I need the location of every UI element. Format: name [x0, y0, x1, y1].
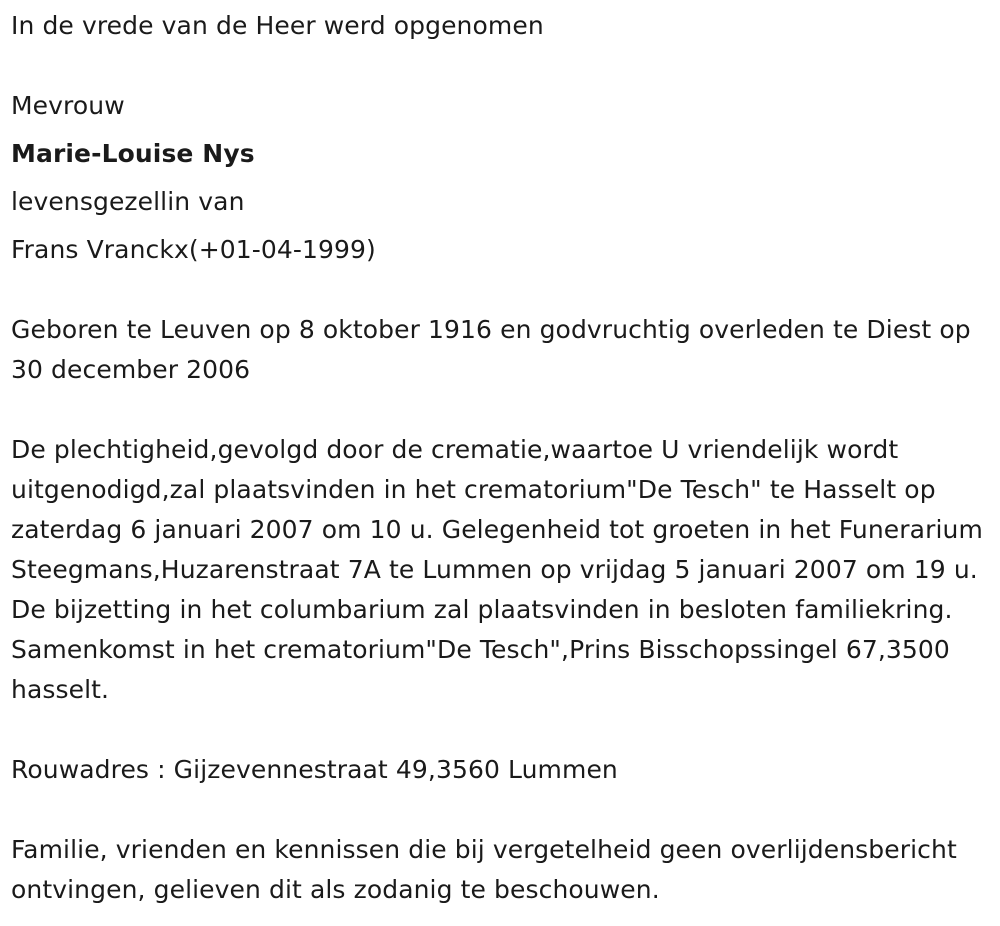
mourning-address: Rouwadres : Gijzevennestraat 49,3560 Lummen [11, 755, 618, 784]
relation-text: levensgezellin van [11, 187, 245, 216]
obituary-notice [11, 6, 991, 910]
birth-death-text: Geboren te Leuven op 8 oktober 1916 en godvruchtig overleden te Diest op 30 december 2006 [11, 315, 971, 384]
intro-text: In de vrede van de Heer werd opgenomen [11, 11, 544, 40]
partner-name: Frans Vranckx(+01-04-1999) [11, 235, 376, 264]
ceremony-text: De plechtigheid,gevolgd door de crematie,waartoe U vriendelijk wordt uitgenodigd,zal plaatsvinden in het crematorium"De Tesch" te Hasselt op zaterdag 6 januari 2007 om 10 u. Gelegenheid tot groeten in het Funerarium Steegmans,Huzarenstraat 7A te Lummen op vrijdag 5 januari 2007 om 19 u. De bijzetting in het columbarium zal plaatsvinden in besloten familiekring. Samenkomst in het crematorium"De Tesch",Prins Bisschopssingel 67,3500 hasselt. [11, 435, 983, 704]
deceased-name: Marie-Louise Nys [11, 139, 255, 168]
salutation: Mevrouw [11, 91, 125, 120]
closing-text: Familie, vrienden en kennissen die bij vergetelheid geen overlijdensbericht ontvingen, gelieven dit als zodanig te beschouwen. [11, 835, 957, 904]
